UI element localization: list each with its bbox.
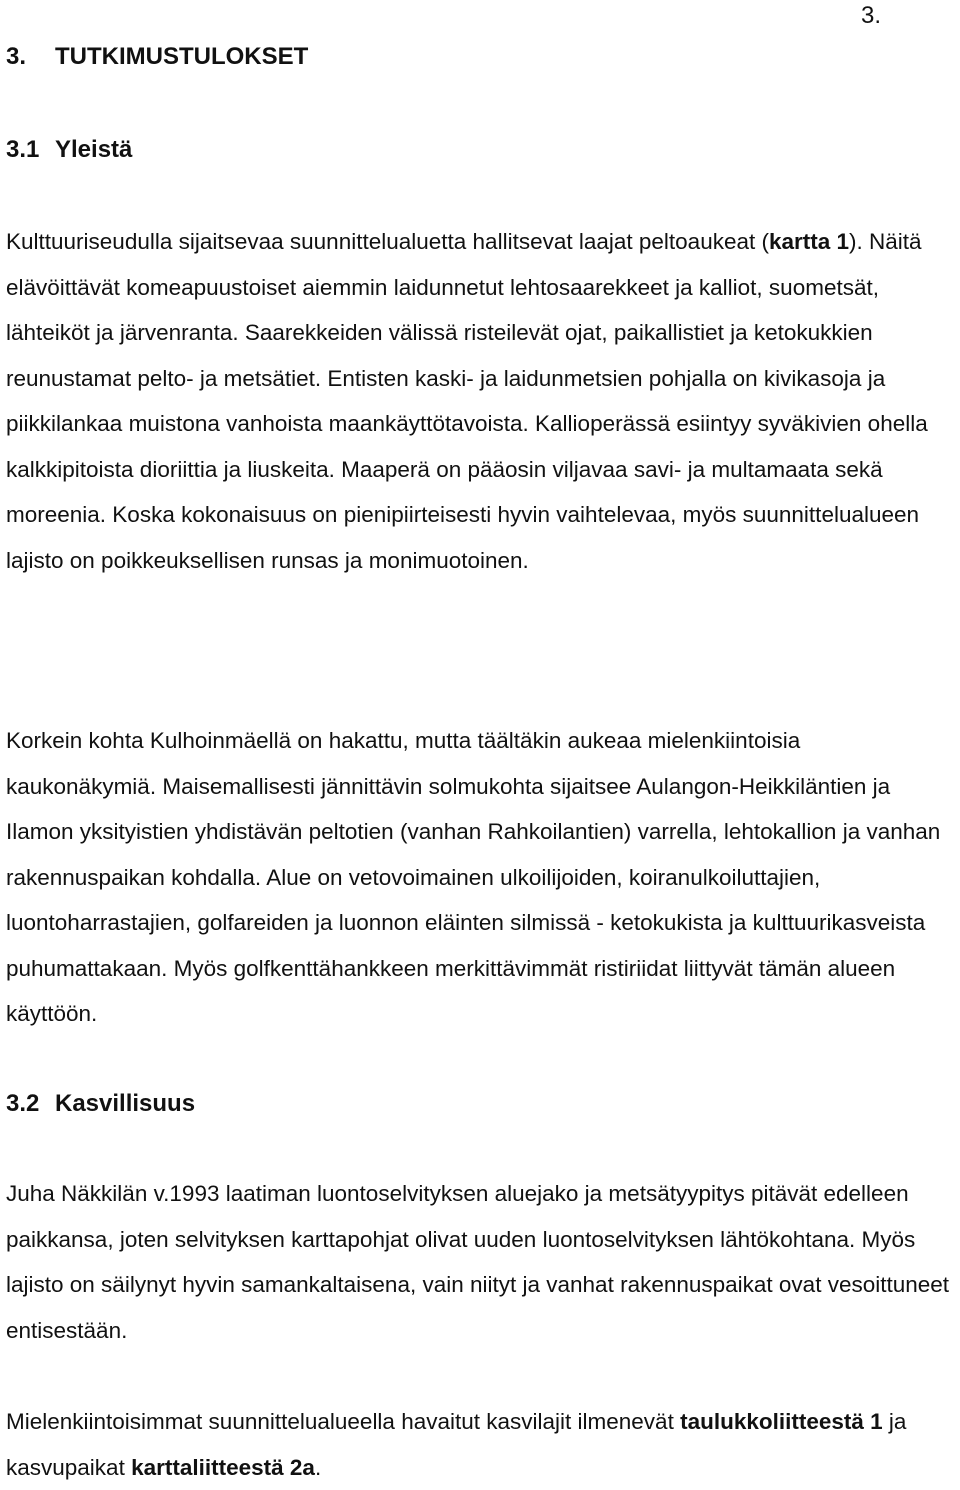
map-appendix-reference: karttaliitteestä 2a bbox=[131, 1454, 315, 1480]
section-title: TUTKIMUSTULOKSET bbox=[55, 43, 309, 70]
paragraph-text: ). Näitä elävöittävät komeapuustoiset aiemmin laidunnetut lehtosaarekkeet ja kalliot, suometsät, lähteiköt ja järvenranta. Saarekkeiden välissä risteilevät ojat, paikallistiet ja ketokukkien reunustamat pelto- ja metsätiet. Entisten kaski- ja laidunmetsien pohjalla on kivikasoja ja piikkilankaa muistona vanhoista maankäyttötavoista. Kallioperässä esiintyy syväkivien ohella kalkkipitoista dioriittia ja liuskeita. Maaperä on pääosin viljavaa savi- ja multamaata sekä moreenia. Koska kokonaisuus on pienipiirteisesti hyvin vaihtelevaa, myös suunnittelualueen lajisto on poikkeuksellisen runsas ja monimuotoinen. bbox=[6, 229, 928, 573]
subsection-title: Kasvillisuus bbox=[55, 1090, 196, 1117]
subsection-number: 3.1 bbox=[6, 136, 40, 163]
paragraph-appendix-references bbox=[6, 1399, 951, 1490]
paragraph-viewpoints: Korkein kohta Kulhoinmäellä on hakattu, mutta täältäkin aukeaa mielenkiintoisia kaukonäkymiä. Maisemallisesti jännittävin solmukohta sijaitsee Aulangon-Heikkiläntien ja Ilamon yksityistien yhdistävän peltotien (vanhan Rahkoilantien) varrella, lehtokallion ja vanhan rakennuspaikan kohdalla. Alue on vetovoimainen ulkoilijoiden, koiranulkoiluttajien, luontoharrastajien, golfareiden ja luonnon eläinten silmissä - ketokukista ja kulttuurikasveista puhumattakaan. Myös golfkenttähankkeen merkittävimmät ristiriidat liittyvät tämän alueen käyttöön. bbox=[6, 728, 941, 1026]
paragraph-landscape-overview bbox=[6, 219, 951, 583]
page-number: 3. bbox=[861, 2, 882, 29]
map-reference: kartta 1 bbox=[768, 229, 850, 254]
subsection-number: 3.2 bbox=[6, 1090, 40, 1117]
paragraph-text: . bbox=[314, 1454, 322, 1480]
paragraph-text: Kulttuuriseudulla sijaitsevaa suunnittelualuetta hallitsevat laajat peltoaukeat ( bbox=[6, 229, 769, 254]
paragraph-text: ja kasvupaikat bbox=[6, 1409, 907, 1480]
paragraph-survey-basis: Juha Näkkilän v.1993 laatiman luontoselvityksen aluejako ja metsätyypitys pitävät edelleen paikkansa, joten selvityksen karttapohjat olivat uuden luontoselvityksen lähtökohtana. Myös lajisto on säilynyt hyvin samankaltaisena, vain niityt ja vanhat rakennuspaikat ovat vesoittuneet entisestään. bbox=[6, 1181, 950, 1343]
subsection-title: Yleistä bbox=[55, 136, 133, 163]
paragraph-text: Mielenkiintoisimmat suunnittelualueella havaitut kasvilajit ilmenevät bbox=[6, 1409, 681, 1434]
subsection-heading-kasvillisuus bbox=[6, 1090, 195, 1118]
table-appendix-reference: taulukkoliitteestä 1 bbox=[680, 1409, 883, 1434]
subsection-heading-yleista bbox=[6, 136, 132, 164]
section-heading-tutkimustulokset bbox=[6, 43, 308, 71]
section-number: 3. bbox=[6, 43, 27, 70]
